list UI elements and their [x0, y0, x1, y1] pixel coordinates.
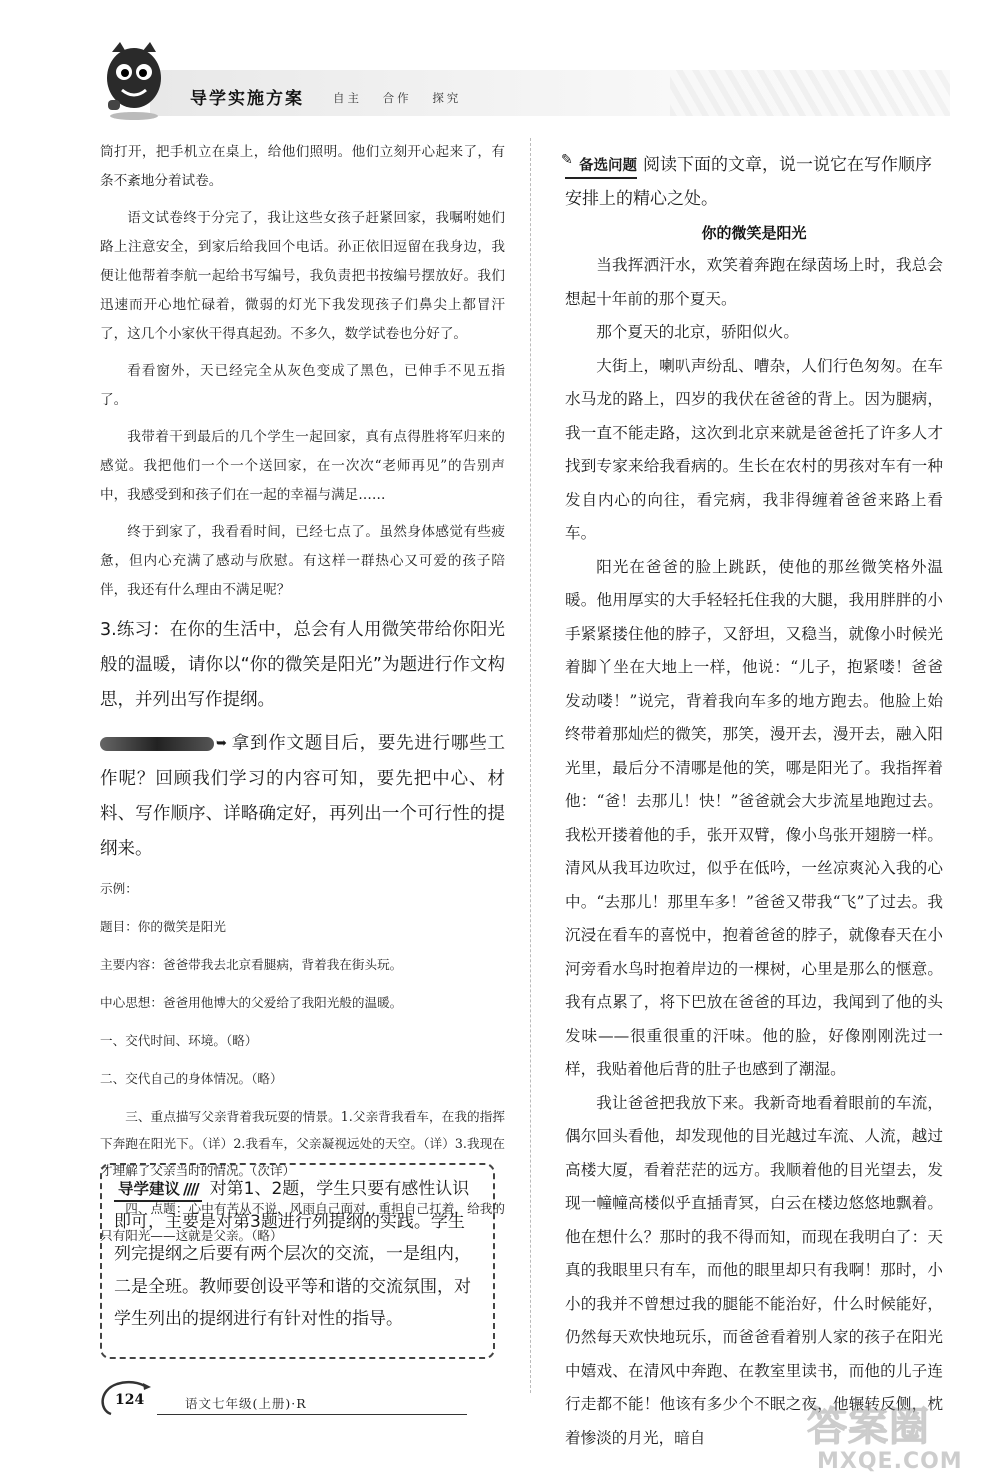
page-number: 124 — [115, 1392, 145, 1408]
page-header — [0, 0, 1000, 128]
guide-text: 拿到作文题目后，要先进行哪些工作呢？回顾我们学习的内容可知，要先把中心、材料、写作顺序、详略确定好，再列出一个可行性的提纲来。 — [100, 733, 505, 859]
footer-rule — [157, 1414, 467, 1415]
left-paragraph: 看看窗外，天已经完全从灰色变成了黑色，已伸手不见五指了。 — [100, 363, 505, 408]
example-line: 示例： — [100, 880, 138, 896]
example-line: 三、重点描写父亲背着我玩耍的情景。1.父亲背我看车，在我的指挥下奔跑在阳光下。（详）2.我看车，父亲凝视远处的天空。（详）3.我现在才理解了父亲当时的情况。（次详） — [100, 1108, 505, 1178]
tip-label-text: 导学建议 — [118, 1180, 181, 1198]
site-watermark — [807, 1395, 982, 1475]
left-paragraph: 终于到家了，我看看时间，已经七点了。虽然身体感觉有些疲惫，但内心充满了感动与欣慰。有这样一群热心又可爱的孩子陪伴，我还有什么理由不满足呢？ — [100, 524, 505, 598]
header-sub-2: 合作 — [382, 91, 412, 105]
example-line: 主要内容：爸爸带我去北京看腿病，背着我在街头玩。 — [100, 956, 403, 972]
left-paragraph: 筒打开，把手机立在桌上，给他们照明。他们立刻开心起来了，有条不紊地分着试卷。 — [100, 144, 505, 189]
example-line: 一、交代时间、环境。（略） — [100, 1032, 258, 1048]
left-column — [100, 138, 505, 1260]
mascot-logo — [98, 38, 170, 120]
guide-paragraph — [100, 726, 505, 867]
watermark-url: MXQE.COM — [817, 1449, 963, 1474]
method-guide-bar — [100, 737, 214, 751]
header-sub-1: 自主 — [333, 91, 362, 105]
backup-label: ✎ 备选问题 — [565, 155, 637, 179]
teaching-tip-box — [100, 1163, 495, 1359]
story-paragraph: 那个夏天的北京，骄阳似火。 — [596, 323, 799, 341]
story-paragraph: 大街上，喇叭声纷乱、嘈杂，人们行色匆匆。在车水马龙的路上，四岁的我伏在爸爸的背上。因为腿病，我一直不能走路，这次到北京来就是爸爸托了许多人才找到专家来给我看病的。生长在农村的男孩对车有一种发自内心的向往，看完病，我非得缠着爸爸来路上看车。 — [565, 356, 943, 542]
example-line: 四、点题：心中有苦从不说，风雨自己面对，重担自己扛着，给我的只有阳光——这就是父亲。（略） — [100, 1200, 505, 1243]
backup-text: 阅读下面的文章，说一说它在写作顺序安排上的精心之处。 — [565, 155, 932, 209]
tip-label — [114, 1178, 202, 1202]
backup-question — [565, 148, 943, 216]
column-divider — [530, 138, 531, 1393]
story-paragraph: 我让爸爸把我放下来。我新奇地看着眼前的车流，偶尔回头看他，却发现他的目光越过车流、人流，越过高楼大厦，看着茫茫的远方。我顺着他的目光望去，发现一幢幢高楼似乎直插青冥，白云在楼边悠悠地飘着。他在想什么？那时的我不得而知，而现在我明白了：天真的我眼里只有车，而他的眼里却只有我啊！那时，小小的我并不曾想过我的腿能不能治好，什么时候能好，仍然每天欢快地玩乐，而爸爸看着别人家的孩子在阳光中嬉戏、在清风中奔跑、在教室里读书，而他的儿子连行走都不能！他该有多少个不眠之夜，他辗转反侧，枕着惨淡的月光，暗自 — [565, 1093, 943, 1447]
exercise-question: 3.练习：在你的生活中，总会有人用微笑带给你阳光般的温暖，请你以“你的微笑是阳光”为题进行作文构思，并列出写作提纲。 — [100, 620, 505, 710]
example-line: 题目：你的微笑是阳光 — [100, 918, 226, 934]
story-title: 你的微笑是阳光 — [701, 224, 807, 242]
example-line: 中心思想：爸爸用他博大的父爱给了我阳光般的温暖。 — [100, 994, 403, 1010]
slash-decoration-icon: //// — [183, 1180, 198, 1198]
header-subtitle — [333, 90, 475, 106]
right-column — [565, 138, 943, 1455]
example-line: 二、交代自己的身体情况。（略） — [100, 1070, 283, 1086]
footer-book-title: 语文七年级(上册)·R — [185, 1396, 307, 1411]
story-paragraph: 当我挥洒汗水，欢笑着奔跑在绿茵场上时，我总会想起十年前的那个夏天。 — [565, 256, 943, 308]
tip-text: 对第1、2题，学生只要有感性认识即可，主要是对第3题进行列提纲的实践。学生列完提纲之后要有两个层次的交流，一是组内，二是全班。教师要创设平等和谐的交流氛围，对学生列出的提纲进行有针对性的指导。 — [114, 1179, 471, 1329]
left-paragraph: 语文试卷终于分完了，我让这些女孩子赶紧回家，我嘱咐她们路上注意安全，到家后给我回个电话。孙正依旧逗留在我身边，我便让他帮着李航一起给书写编号，我负责把书按编号摆放好。我们迅速而开心地忙碌着，微弱的灯光下我发现孩子们鼻尖上都冒汗了，这几个小家伙干得真起劲。不多久，数学试卷也分好了。 — [100, 210, 505, 342]
header-sub-3: 探究 — [432, 91, 462, 105]
page-footer — [97, 1380, 517, 1420]
story-paragraph: 阳光在爸爸的脸上跳跃，使他的那丝微笑格外温暖。他用厚实的大手轻轻托住我的大腿，我用胖胖的小手紧紧搂住他的脖子，又舒坦，又稳当，就像小时候光着脚丫坐在大地上一样，他说：“儿子，抱紧喽！爸爸发动喽！”说完，背着我向车多的地方跑去。他脸上始终带着那灿烂的微笑，那笑，漫开去，漫开去，融入阳光里，最后分不清哪是他的笑，哪是阳光了。我指挥着他：“爸！去那儿！快！”爸爸就会大步流星地跑过去。我松开搂着他的手，张开双臂，像小鸟张开翅膀一样。清风从我耳边吹过，似乎在低吟，一丝凉爽沁入我的心中。“去那儿！那里车多！”爸爸又带我“飞”了过去。我沉浸在看车的喜悦中，抱着爸爸的脖子，就像春天在小河旁看水鸟时抱着岸边的一棵树，心里是那么的惬意。我有点累了，将下巴放在爸爸的耳边，我闻到了他的头发味——很重很重的汗味。他的脸，好像刚刚洗过一样，我贴着他后背的肚子也感到了潮湿。 — [565, 557, 943, 1078]
arrow-icon: ➥ — [216, 736, 227, 751]
left-paragraph: 我带着干到最后的几个学生一起回家，真有点得胜将军归来的感觉。我把他们一个一个送回家，在一次次“老师再见”的告别声中，我感受到和孩子们在一起的幸福与满足…… — [100, 429, 505, 503]
watermark-logo-text: 答案圈 — [807, 1404, 930, 1450]
header-title: 导学实施方案 — [190, 89, 304, 109]
